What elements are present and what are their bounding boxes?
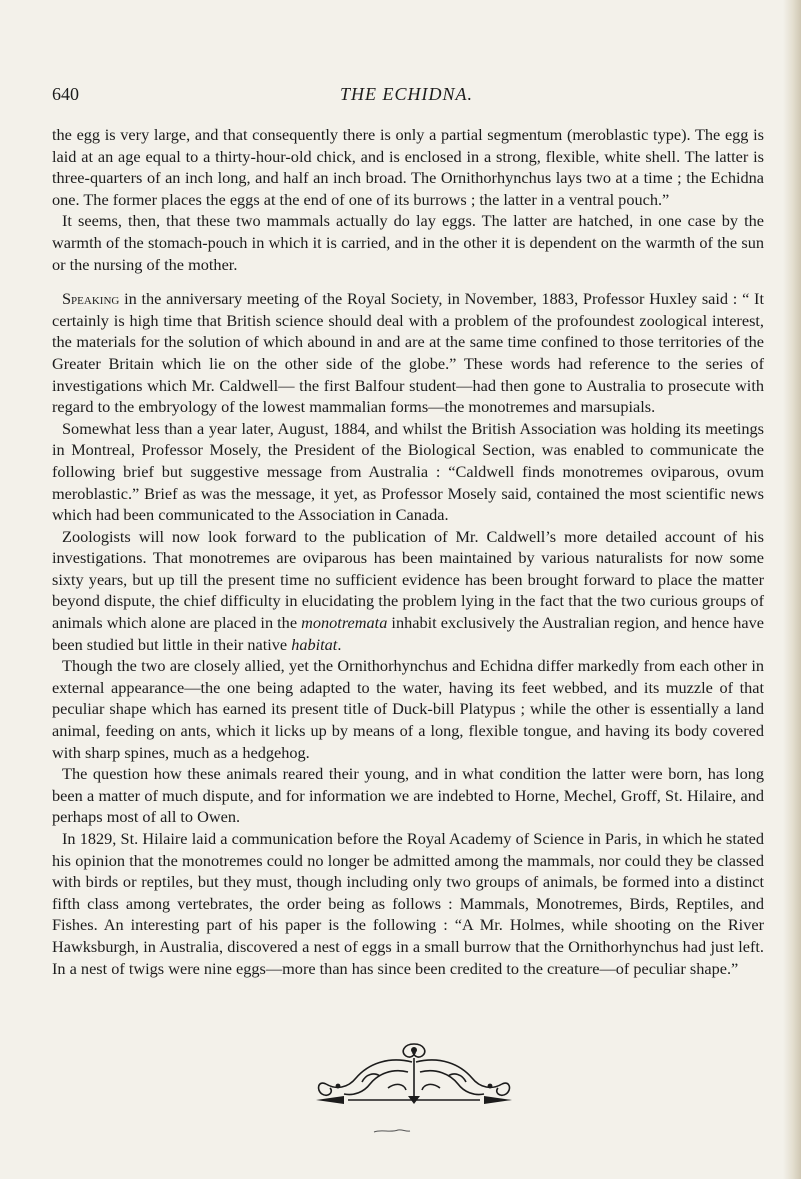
ink-mark	[372, 1126, 412, 1136]
paragraph	[52, 828, 764, 979]
running-title: THE ECHIDNA.	[340, 84, 473, 104]
paragraph	[52, 288, 764, 418]
text-run: .	[337, 634, 342, 654]
paragraph	[52, 526, 764, 656]
text-run: It seems, then, that these two mammals actually do lay eggs. The latter are hatched, in one case by the warmth of the stomach-pouch in which it is carried, and in the other it is dependent on the warmth of the sun or the nursing of the mother.	[52, 211, 764, 274]
body-text	[52, 124, 764, 979]
text-run: the egg is very large, and that consequently there is only a partial segmentum (meroblastic type). The egg is laid at an age equal to a thirty-hour-old chick, and is enclosed in a strong, flexible, white shell. The latter is three-quarters of an inch long, and half an inch broad. The Ornithorhynchus lays two at a time ; the Echidna one. The former places the eggs at the end of one of its burrows ; the latter in a ventral pouch.”	[52, 125, 764, 209]
paragraph	[52, 418, 764, 526]
text-run: Zoologists will now look forward to the publication of Mr. Caldwell’s more detailed account of his investigations. That monotremes are oviparous has been maintained by various naturalists for now some sixty years, but up till the present time no sufficient evidence has been brought forward to place the matter beyond dispute, the chief difficulty in elucidating the problem lying in the fact that the two curious groups of animals which alone are placed in the	[52, 526, 764, 633]
text-run: Somewhat less than a year later, August, 1884, and whilst the British Association was holding its meetings in Montreal, Professor Mosely, the President of the Biological Section, was enabled to communicate the following brief but suggestive message from Australia : “Caldwell finds monotremes oviparous, ovum meroblastic.” Brief as was the message, it yet, as Professor Mosely said, contained the most scientific news which had been communicated to the Association in Canada.	[52, 418, 764, 525]
paragraph	[52, 763, 764, 828]
text-run: monotremata	[301, 613, 388, 633]
paragraph	[52, 655, 764, 763]
text-run: In 1829, St. Hilaire laid a communication before the Royal Academy of Science in Paris, in which he stated his opinion that the monotremes could no longer be admitted among the mammals, nor could they be classed with birds or reptiles, but they must, though including only two groups of animals, be formed into a distinct fifth class among vertebrates, the order being as follows : Mammals, Monotremes, Birds, Reptiles, and Fishes. An interesting part of his paper is the following : “A Mr. Holmes, while shooting on the River Hawksburgh, in Australia, discovered a nest of eggs in a small burrow that the Ornithorhynchus had just left. In a nest of twigs were nine eggs—more than has since been credited to the creature—of peculiar shape.”	[52, 829, 764, 978]
text-run: in the anniversary meeting of the Royal Society, in November, 1883, Professor Huxley said : “ It certainly is high time that British science should deal with a problem of the profoundest zoological interest, the materials for the solution of which abound in and are at the same time confined to those territories of the Greater Britain which lie on the other side of the globe.” These words had reference to the series of investigations which Mr. Caldwell— the first Balfour student—had then gone to Australia to prosecute with regard to the embryology of the lowest mammalian forms—the monotremes and marsupials.	[52, 289, 764, 417]
text-run: inhabit exclusively the Australian region, and hence have been studied but little in their native	[52, 613, 764, 654]
page-number: 640	[52, 84, 79, 104]
paragraph	[52, 124, 764, 210]
page-header	[52, 84, 761, 108]
text-run: Though the two are closely allied, yet the Ornithorhynchus and Echidna differ markedly from each other in external appearance—the one being adapted to the water, having its feet webbed, and its muzzle of that peculiar shape which has earned its present title of Duck-bill Platypus ; while the other is essentially a land animal, feeding on ants, which it licks up by means of a long, flexible tongue, and having its body covered with sharp spines, much as a hedgehog.	[52, 656, 764, 762]
text-run: Speaking	[62, 289, 120, 309]
page-edge-shadow	[783, 0, 801, 1179]
text-run: The question how these animals reared their young, and in what condition the latter were born, has long been a matter of much dispute, and for information we are indebted to Horne, Mechel, Groff, St. Hilaire, and perhaps most of all to Owen.	[52, 764, 764, 827]
paragraph	[52, 210, 764, 275]
text-run: habitat	[291, 634, 338, 654]
decorative-tailpiece-icon	[308, 1038, 520, 1108]
